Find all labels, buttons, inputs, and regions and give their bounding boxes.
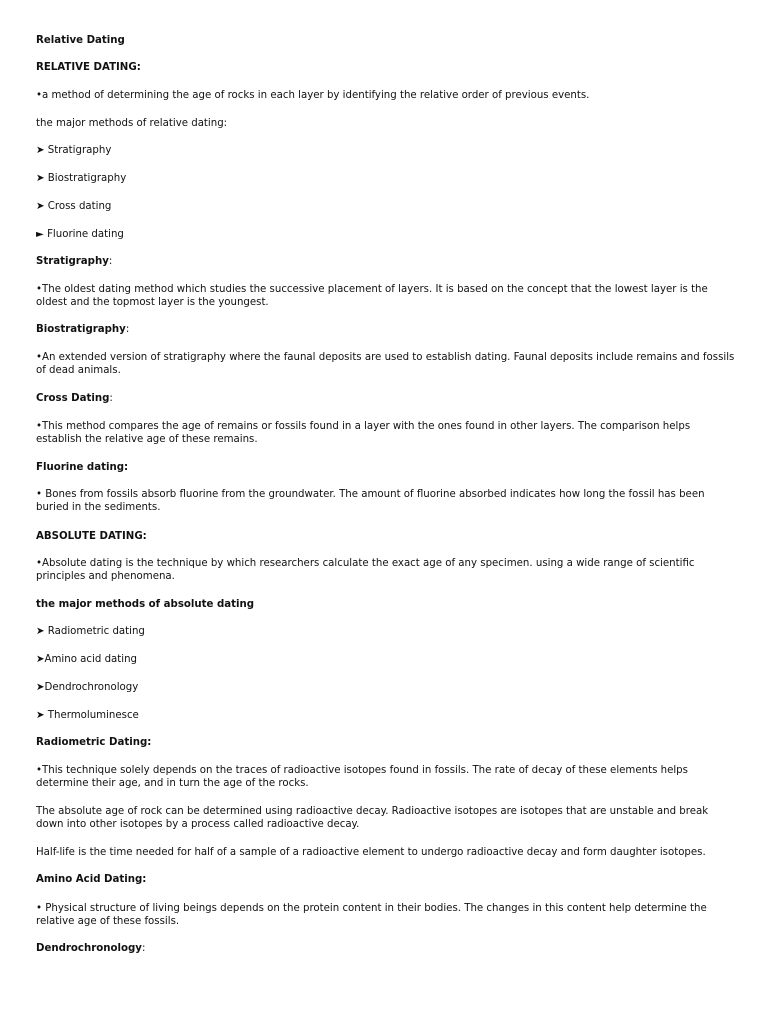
biostratigraphy-label: Biostratigraphy bbox=[36, 324, 126, 335]
cross-dating-heading bbox=[36, 392, 736, 405]
cross-dating-colon: : bbox=[109, 393, 113, 404]
stratigraphy-paragraph: •The oldest dating method which studies the successive placement of layers. It is based on the concept that the lowest layer is the oldest and the topmost layer is the youngest. bbox=[36, 284, 708, 308]
relative-method-item: ➤ Stratigraphy bbox=[36, 145, 112, 156]
absolute-method-item: ➤ Radiometric dating bbox=[36, 626, 145, 637]
dendrochronology-colon: : bbox=[141, 943, 146, 954]
amino-acid-paragraph: • Physical structure of living beings depends on the protein content in their bodies. The changes in this content help determine the relative age of these fossils. bbox=[36, 903, 707, 927]
relative-dating-heading: RELATIVE DATING: bbox=[36, 62, 141, 73]
cross-dating-label: Cross Dating bbox=[36, 393, 110, 404]
biostratigraphy-paragraph: •An extended version of stratigraphy where the faunal deposits are used to establish dating. Faunal deposits include remains and fossils of dead animals. bbox=[36, 352, 735, 376]
radiometric-dating-heading: Radiometric Dating: bbox=[36, 737, 152, 748]
radiometric-paragraph-2: The absolute age of rock can be determined using radioactive decay. Radioactive isotopes are isotopes that are unstable and break down into other isotopes by a process called radioactive decay. bbox=[36, 806, 709, 830]
amino-acid-dating-heading: Amino Acid Dating: bbox=[36, 874, 147, 885]
absolute-method-item: ➤Amino acid dating bbox=[36, 654, 138, 665]
radiometric-paragraph-1: •This technique solely depends on the traces of radioactive isotopes found in fossils. The rate of decay of these elements helps determine their age, and in turn the age of the rocks. bbox=[36, 765, 688, 789]
stratigraphy-heading bbox=[36, 255, 736, 268]
biostratigraphy-colon: : bbox=[125, 324, 130, 335]
absolute-methods-intro: the major methods of absolute dating bbox=[36, 599, 255, 610]
fluorine-dating-paragraph: • Bones from fossils absorb fluorine from the groundwater. The amount of fluorine absorbed indicates how long the fossil has been buried in the sediments. bbox=[36, 489, 705, 513]
dendrochronology-heading bbox=[36, 942, 736, 955]
relative-method-item: ► Fluorine dating bbox=[36, 229, 124, 240]
cross-dating-paragraph: •This method compares the age of remains or fossils found in a layer with the ones found in other layers. The comparison helps establish the relative age of these remains. bbox=[36, 421, 691, 445]
document-title: Relative Dating bbox=[36, 35, 125, 46]
relative-method-item: ➤ Cross dating bbox=[36, 201, 112, 212]
absolute-method-item: ➤ Thermoluminesce bbox=[36, 710, 139, 721]
dendrochronology-label: Dendrochronology bbox=[36, 943, 142, 954]
relative-method-item: ➤ Biostratigraphy bbox=[36, 173, 127, 184]
stratigraphy-label: Stratigraphy bbox=[36, 256, 109, 267]
absolute-method-item: ➤Dendrochronology bbox=[36, 682, 139, 693]
relative-dating-definition: •a method of determining the age of rocks in each layer by identifying the relative order of previous events. bbox=[36, 90, 590, 101]
fluorine-dating-heading: Fluorine dating: bbox=[36, 462, 129, 473]
relative-methods-intro: the major methods of relative dating: bbox=[36, 118, 228, 129]
absolute-dating-definition: •Absolute dating is the technique by which researchers calculate the exact age of any specimen. using a wide range of scientific principles and phenomena. bbox=[36, 558, 695, 582]
stratigraphy-colon: : bbox=[108, 256, 113, 267]
biostratigraphy-heading bbox=[36, 323, 736, 336]
radiometric-paragraph-3: Half-life is the time needed for half of a sample of a radioactive element to undergo radioactive decay and form daughter isotopes. bbox=[36, 847, 706, 858]
absolute-dating-heading: ABSOLUTE DATING: bbox=[36, 531, 147, 542]
